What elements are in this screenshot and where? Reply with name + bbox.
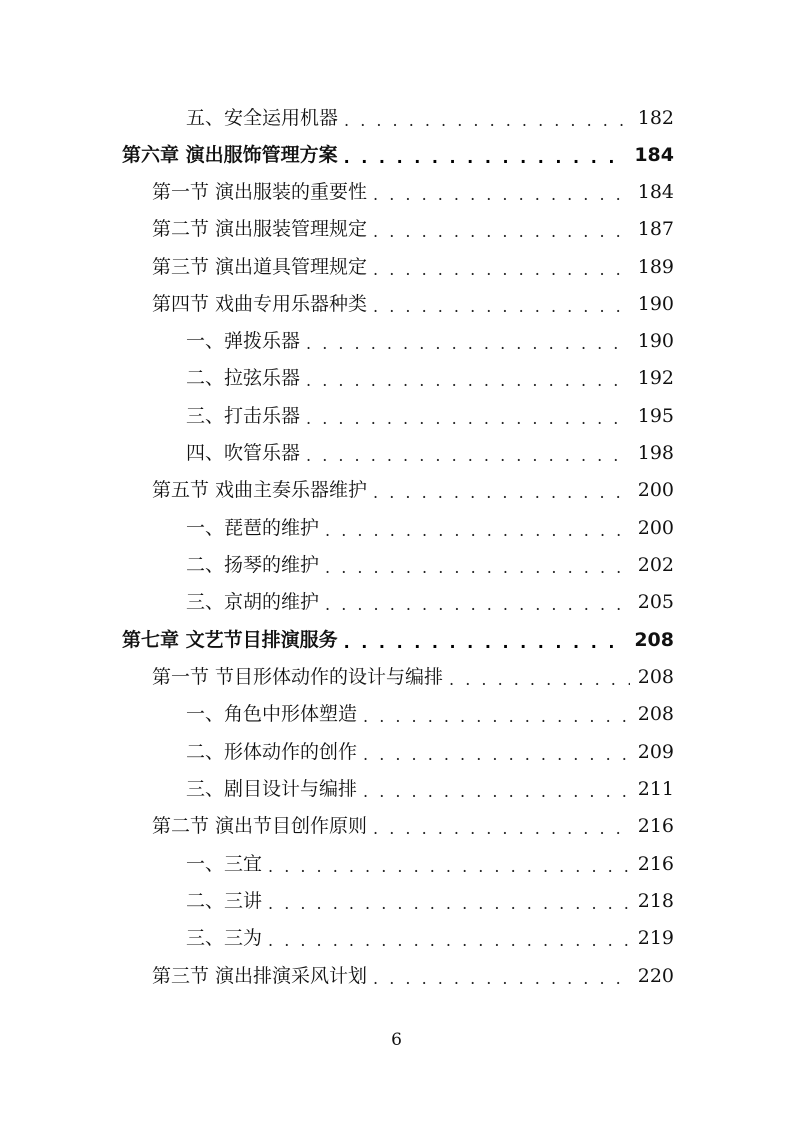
toc-entry-title: 第五节 戏曲主奏乐器维护 xyxy=(152,479,368,501)
toc-section-entry[interactable] xyxy=(152,472,674,509)
toc-item-entry[interactable] xyxy=(186,584,674,621)
toc-item-entry[interactable] xyxy=(186,398,674,435)
dot-leader xyxy=(306,362,630,399)
toc-section-entry[interactable] xyxy=(152,286,674,323)
toc-entry-title: 第三节 演出道具管理规定 xyxy=(152,256,368,278)
toc-entry-page: 184 xyxy=(637,181,674,203)
toc-entry-title: 第三节 演出排演采风计划 xyxy=(152,965,368,987)
toc-entry-title: 二、三讲 xyxy=(186,890,263,912)
dot-leader xyxy=(373,960,630,997)
dot-leader xyxy=(268,922,630,959)
toc-entry-page: 208 xyxy=(637,703,674,725)
toc-entry-page: 192 xyxy=(637,367,674,389)
toc-entry-page: 187 xyxy=(637,218,674,240)
dot-leader xyxy=(268,885,630,922)
toc-entry-page: 198 xyxy=(637,442,674,464)
toc-entry-title: 一、角色中形体塑造 xyxy=(186,703,358,725)
toc-entry-title: 一、三宜 xyxy=(186,853,263,875)
toc-entry-page: 195 xyxy=(637,405,674,427)
toc-item-entry[interactable] xyxy=(186,846,674,883)
dot-leader xyxy=(449,661,630,698)
toc-entry-page: 182 xyxy=(637,107,674,129)
toc-entry-page: 209 xyxy=(637,741,674,763)
dot-leader xyxy=(373,251,630,288)
dot-leader xyxy=(306,437,630,474)
dot-leader xyxy=(344,102,630,139)
toc-entry[interactable] xyxy=(186,100,674,137)
dot-leader xyxy=(373,288,630,325)
toc-section-entry[interactable] xyxy=(152,174,674,211)
toc-entry-page: 216 xyxy=(637,853,674,875)
toc-entry-title: 第一节 节目形体动作的设计与编排 xyxy=(152,666,444,688)
toc-item-entry[interactable] xyxy=(186,920,674,957)
toc-entry-page: 216 xyxy=(637,815,674,837)
page-number: 6 xyxy=(391,1030,402,1050)
toc-entry-title: 第七章 文艺节目排演服务 xyxy=(122,629,338,651)
dot-leader xyxy=(363,698,630,735)
toc-item-entry[interactable] xyxy=(186,435,674,472)
toc-entry-page: 219 xyxy=(637,927,674,949)
toc-entry-title: 三、三为 xyxy=(186,927,263,949)
toc-item-entry[interactable] xyxy=(186,547,674,584)
toc-entry-title: 二、扬琴的维护 xyxy=(186,554,320,576)
toc-entry-title: 三、打击乐器 xyxy=(186,405,301,427)
dot-leader xyxy=(325,549,630,586)
toc-item-entry[interactable] xyxy=(186,323,674,360)
toc-section-entry[interactable] xyxy=(152,808,674,845)
toc-entry-page: 189 xyxy=(637,256,674,278)
toc-chapter-entry[interactable] xyxy=(122,137,674,174)
dot-leader xyxy=(363,773,630,810)
toc-section-entry[interactable] xyxy=(152,211,674,248)
toc-entry-title: 一、弹拨乐器 xyxy=(186,330,301,352)
dot-leader xyxy=(344,624,627,661)
dot-leader xyxy=(325,512,630,549)
toc-entry-title: 三、剧目设计与编排 xyxy=(186,778,358,800)
dot-leader xyxy=(373,810,630,847)
dot-leader xyxy=(306,400,630,437)
toc-entry-title: 第四节 戏曲专用乐器种类 xyxy=(152,293,368,315)
toc-item-entry[interactable] xyxy=(186,510,674,547)
toc-entry-page: 218 xyxy=(637,890,674,912)
toc-entry-title: 五、安全运用机器 xyxy=(186,107,339,129)
toc-entry-title: 二、形体动作的创作 xyxy=(186,741,358,763)
dot-leader xyxy=(325,586,630,623)
toc-entry-page: 220 xyxy=(637,965,674,987)
toc-entry-title: 第二节 演出服装管理规定 xyxy=(152,218,368,240)
toc-entry-title: 第二节 演出节目创作原则 xyxy=(152,815,368,837)
toc-entry-page: 208 xyxy=(634,629,674,651)
toc-entry-title: 二、拉弦乐器 xyxy=(186,367,301,389)
toc-chapter-entry[interactable] xyxy=(122,622,674,659)
dot-leader xyxy=(268,848,630,885)
toc-section-entry[interactable] xyxy=(152,249,674,286)
toc-entry-title: 三、京胡的维护 xyxy=(186,591,320,613)
toc-entry-title: 第六章 演出服饰管理方案 xyxy=(122,144,338,166)
toc-item-entry[interactable] xyxy=(186,360,674,397)
dot-leader xyxy=(373,474,630,511)
toc-section-entry[interactable] xyxy=(152,958,674,995)
dot-leader xyxy=(306,325,630,362)
toc-entry-page: 200 xyxy=(637,479,674,501)
toc-entry-title: 一、琵琶的维护 xyxy=(186,517,320,539)
table-of-contents xyxy=(0,100,793,1000)
toc-item-entry[interactable] xyxy=(186,771,674,808)
dot-leader xyxy=(363,736,630,773)
toc-entry-page: 211 xyxy=(637,778,674,800)
toc-entry-title: 四、吹管乐器 xyxy=(186,442,301,464)
toc-entry-page: 208 xyxy=(637,666,674,688)
toc-item-entry[interactable] xyxy=(186,696,674,733)
toc-entry-page: 202 xyxy=(637,554,674,576)
toc-entry-page: 205 xyxy=(637,591,674,613)
dot-leader xyxy=(344,139,627,176)
toc-entry-page: 190 xyxy=(637,293,674,315)
toc-item-entry[interactable] xyxy=(186,883,674,920)
toc-entry-page: 190 xyxy=(637,330,674,352)
toc-item-entry[interactable] xyxy=(186,734,674,771)
dot-leader xyxy=(373,213,630,250)
toc-section-entry[interactable] xyxy=(152,659,674,696)
toc-entry-page: 184 xyxy=(634,144,674,166)
toc-entry-title: 第一节 演出服装的重要性 xyxy=(152,181,368,203)
toc-entry-page: 200 xyxy=(637,517,674,539)
dot-leader xyxy=(373,176,630,213)
